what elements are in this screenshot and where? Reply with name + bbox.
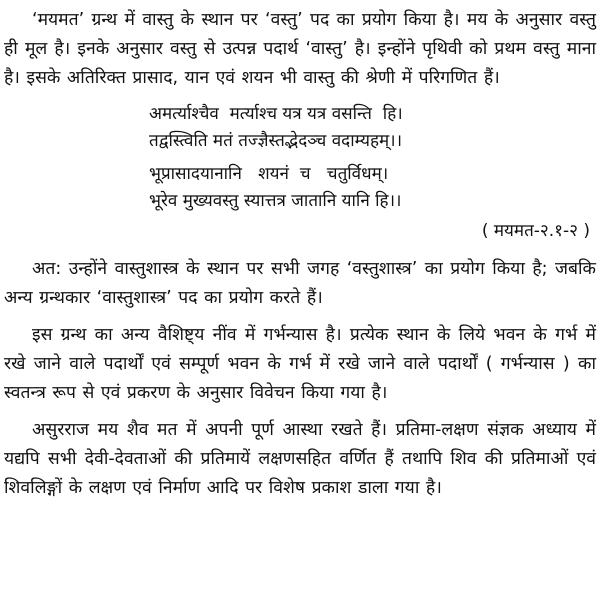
paragraph-garbhanyasa: इस ग्रन्थ का अन्य वैशिष्ट्य नींव में गर्भन्यास है। प्रत्येक स्थान के लिये भवन के गर्भ में रखे जाने वाले पदार्थों एवं सम्पूर्ण भवन के गर्भ में रखे जाने वाले पदार्थों ( गर्भन्यास ) का स्वतन्त्र रूप से एवं प्रकरण के अनुसार विवेचन किया गया है।: [4, 325, 596, 403]
paragraph-shaiva-faith: असुरराज मय शैव मत में अपनी पूर्ण आस्था रखते हैं। प्रतिमा-लक्षण संज्ञक अध्याय में यद्यपि सभी देवी-देवताओं की प्रतिमायें लक्षणसहित वर्णित हैं तथापि शिव की प्रतिमाओं एवं शिवलिङ्गों के लक्षण एवं निर्माण आदि पर विशेष प्रकाश डाला गया है।: [4, 420, 596, 498]
paragraph-mayamata-vastu: ‘मयमत’ ग्रन्थ में वास्तु के स्थान पर ‘वस्तु’ पद का प्रयोग किया है। मय के अनुसार वस्तु ही मूल है। इनके अनुसार वस्तु से उत्पन्न पदार्थ ‘वास्तु’ है। इन्होंने पृथिवी को प्रथम वस्तु माना है। इसके अतिरिक्त प्रासाद, यान एवं शयन भी वास्तु की श्रेणी में परिगणित हैं।: [4, 10, 596, 88]
verse-citation: ( मयमत-२.१-२ ): [481, 221, 590, 241]
sanskrit-verse-block: [149, 101, 596, 215]
verse-line: भूरेव मुख्यवस्तु स्यात्तत्र जातानि यानि हि।।: [149, 191, 402, 211]
verse-line: तद्वस्त्विति मतं तज्ज्ञैस्तद्भेदञ्च वदाम्यहम्।।: [149, 131, 403, 151]
paragraph-vastushastra-usage: अत: उन्होंने वास्तुशास्त्र के स्थान पर सभी जगह ‘वस्तुशास्त्र’ का प्रयोग किया है; जबकि अन्य ग्रन्थकार ‘वास्तुशास्त्र’ पद का प्रयोग करते हैं।: [4, 259, 596, 308]
verse-line: अमर्त्याश्चैव मर्त्याश्च यत्र यत्र वसन्ति हि।: [149, 104, 403, 124]
verse-line: भूप्रासादयानानि शयनं च चतुर्विधम्।: [149, 164, 389, 184]
